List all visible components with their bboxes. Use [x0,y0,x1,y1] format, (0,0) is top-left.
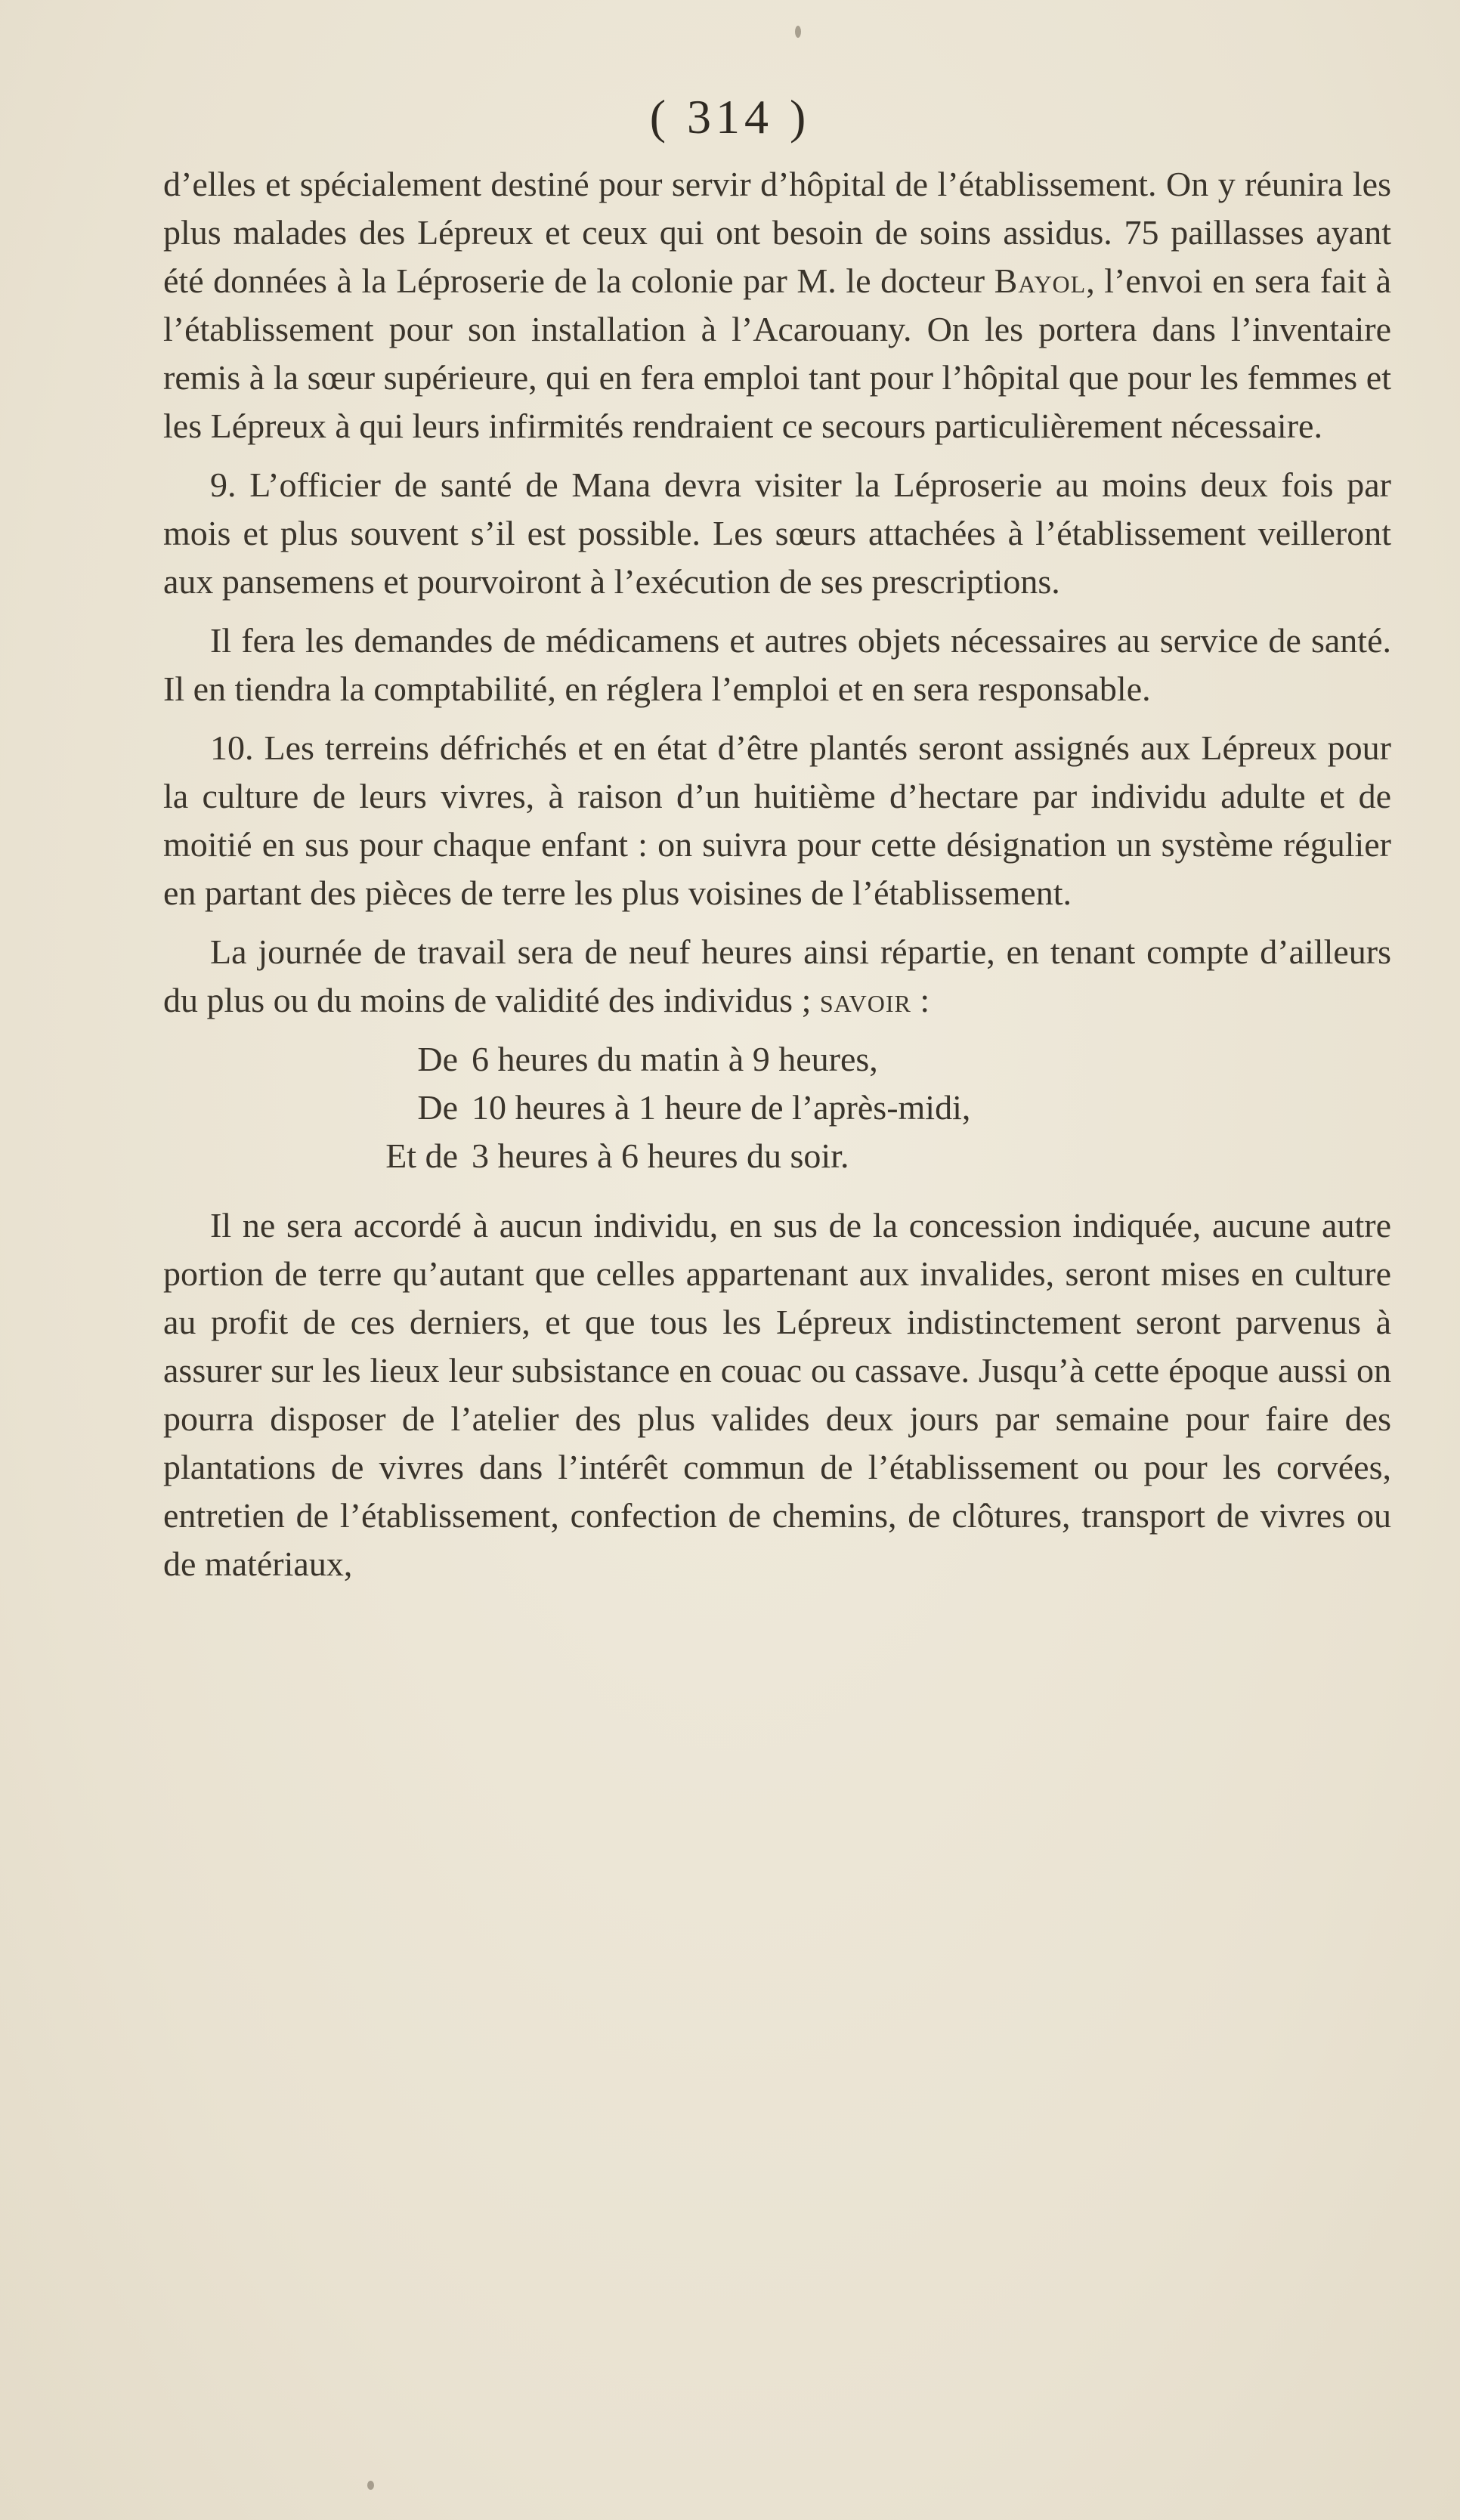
paragraph [163,160,1391,450]
paragraph-text: 9. L’officier de santé de Mana devra visiter la Léproserie au moins deux fois par mois et plus souvent s’il est possible. Les sœurs attachées à l’établissement veilleront aux pansemens et pourvoiront à l’exécution de ses prescriptions. [163,465,1391,601]
schedule-lead: Et de [385,1136,458,1175]
paragraph [163,724,1391,917]
ink-speck [367,2481,374,2490]
paragraph-text: : [911,981,930,1019]
paragraph-text: Il ne sera accordé à aucun individu, en sus de la concession indiquée, aucune autre portion de terre qu’autant que celles appartenant aux invalides, seront mises en culture au profit de ces derniers, et que tous les Lépreux indistinctement seront parvenus à assurer sur les lieux leur subsistance en couac ou cassave. Jusqu’à cette époque aussi on pourra disposer de l’atelier des plus valides deux jours par semaine pour faire des plantations de vivres dans l’intérêt commun de l’établissement ou pour les corvées, entretien de l’établissement, confection de chemins, de clôtures, transport de vivres ou de matériaux, [163,1206,1391,1583]
schedule-hours: 10 heures à 1 heure de l’après-midi, [472,1088,971,1127]
paragraph-text: , l’envoi en sera fait à l’établissement pour son installation à l’Acarouany. On les portera dans l’inventaire remis à la sœur supérieure, qui en fera emploi tant pour l’hôpital que pour les femmes et les Lépreux à qui leurs infirmités rendraient ce secours particulièrement nécessaire. [163,261,1391,445]
paragraph [163,1201,1391,1588]
schedule-hours: 6 heures du matin à 9 heures, [472,1040,878,1078]
paragraph-text: d’elles et spécialement destiné pour servir d’hôpital de l’établissement. On y réunira les plus malades des Lépreux et ceux qui ont besoin de soins assidus. 75 paillasses ayant été données à la Léproserie de la colonie par M. le docteur [163,165,1391,300]
ink-speck [795,26,801,38]
work-schedule [163,1035,1391,1180]
paragraph-text: La journée de travail sera de neuf heures ainsi répartie, en tenant compte d’ailleurs du plus ou du moins de validité des individus ; [163,932,1391,1019]
page-number: ( 314 ) [649,90,811,144]
schedule-lead: De [417,1040,458,1078]
small-caps-text: Bayol [994,261,1087,300]
schedule-hours: 3 heures à 6 heures du soir. [472,1136,849,1175]
paragraph [163,461,1391,606]
schedule-line [277,1035,1391,1084]
small-caps-text: savoir [819,981,911,1019]
paragraph [163,928,1391,1025]
paragraph-text: Il fera les demandes de médicamens et autres objets nécessaires au service de santé. Il en tiendra la comptabilité, en réglera l’emploi et en sera responsable. [163,621,1391,708]
body-text [163,160,1391,1599]
schedule-line [277,1132,1391,1180]
paragraph-text: 10. Les terreins défrichés et en état d’être plantés seront assignés aux Lépreux pour la culture de leurs vivres, à raison d’un huitième d’hectare par individu adulte et de moitié en sus pour chaque enfant : on suivra pour cette désignation un système régulier en partant des pièces de terre les plus voisines de l’établissement. [163,728,1391,912]
schedule-line [277,1084,1391,1132]
paragraph [163,617,1391,713]
schedule-lead: De [417,1088,458,1127]
